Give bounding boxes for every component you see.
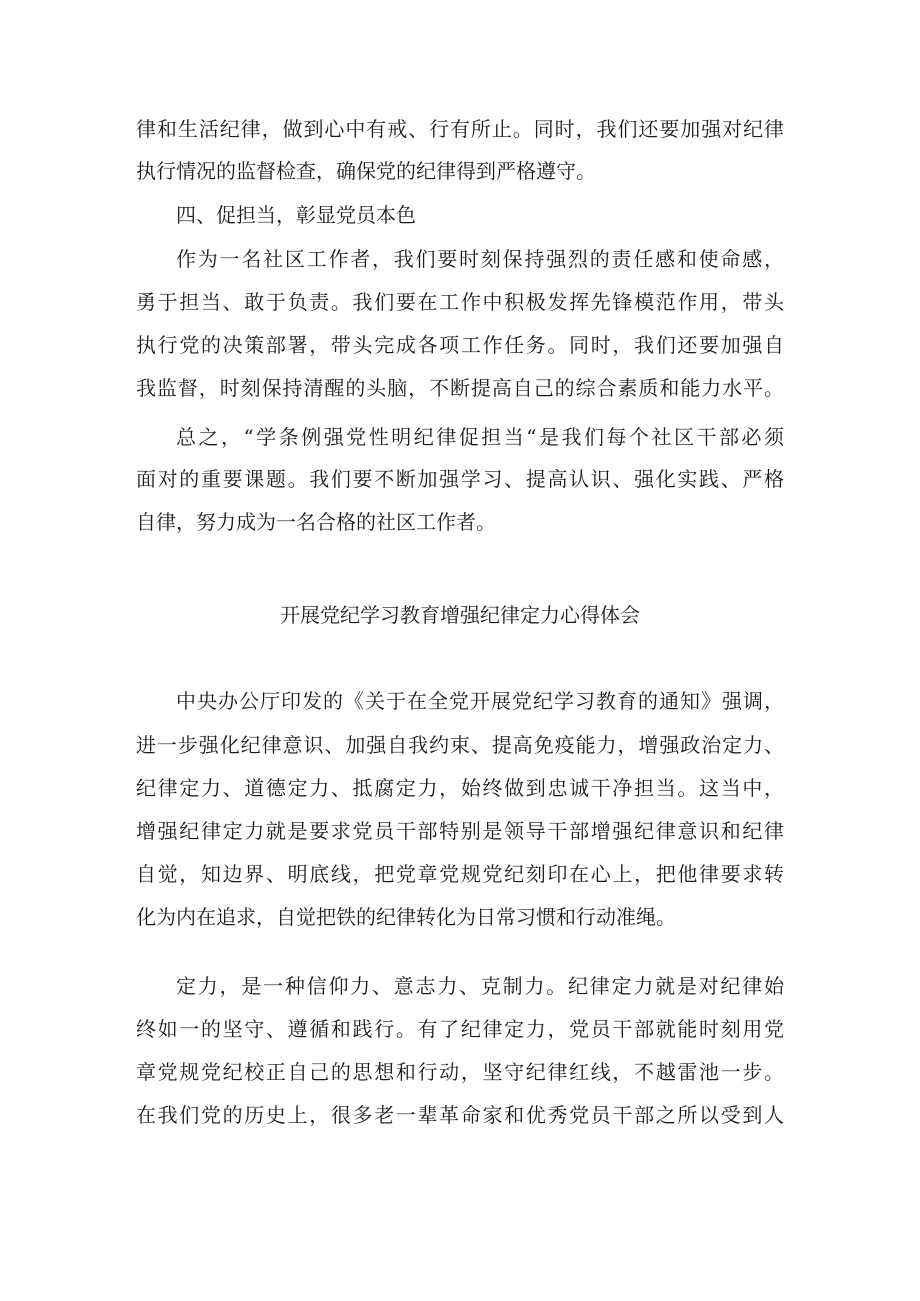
paragraph-line: 定力，是一种信仰力、意志力、克制力。纪律定力就是对纪律始 <box>176 974 784 998</box>
paragraph-line: 勇于担当、敢于负责。我们要在工作中积极发挥先锋模范作用，带头 <box>136 290 784 314</box>
section-heading: 四、促担当，彰显党员本色 <box>176 203 416 227</box>
paragraph-line: 进一步强化纪律意识、加强自我约束、提高免疫能力，增强政治定力、 <box>136 733 784 757</box>
paragraph-line: 执行党的决策部署，带头完成各项工作任务。同时，我们还要加强自 <box>136 333 784 357</box>
paragraph-line: 面对的重要课题。我们要不断加强学习、提高认识、强化实践、严格 <box>136 467 784 491</box>
paragraph-line: 终如一的坚守、遵循和践行。有了纪律定力，党员干部就能时刻用党 <box>136 1017 784 1041</box>
paragraph-line: 作为一名社区工作者，我们要时刻保持强烈的责任感和使命感， <box>176 247 784 271</box>
paragraph-line: 执行情况的监督检查，确保党的纪律得到严格遵守。 <box>136 159 596 183</box>
paragraph-line: 章党规党纪校正自己的思想和行动，坚守纪律红线，不越雷池一步。 <box>136 1060 784 1084</box>
paragraph-line: 在我们党的历史上，很多老一辈革命家和优秀党员干部之所以受到人 <box>136 1103 784 1127</box>
article-title: 开展党纪学习教育增强纪律定力心得体会 <box>280 603 640 627</box>
paragraph-line: 律和生活纪律，做到心中有戒、行有所止。同时，我们还要加强对纪律 <box>136 117 784 141</box>
paragraph-line: 我监督，时刻保持清醒的头脑，不断提高自己的综合素质和能力水平。 <box>136 376 784 400</box>
paragraph-line: 自律，努力成为一名合格的社区工作者。 <box>136 510 496 534</box>
paragraph-line: 自觉，知边界、明底线，把党章党规党纪刻印在心上，把他律要求转 <box>136 862 784 886</box>
paragraph-line: 增强纪律定力就是要求党员干部特别是领导干部增强纪律意识和纪律 <box>136 819 784 843</box>
paragraph-line: 中央办公厅印发的《关于在全党开展党纪学习教育的通知》强调， <box>176 689 784 713</box>
paragraph-line: 纪律定力、道德定力、抵腐定力，始终做到忠诚干净担当。这当中， <box>136 776 784 800</box>
paragraph-line: 总之，“学条例强党性明纪律促担当“是我们每个社区干部必须 <box>176 425 784 449</box>
paragraph-line: 化为内在追求，自觉把铁的纪律转化为日常习惯和行动准绳。 <box>136 905 676 929</box>
